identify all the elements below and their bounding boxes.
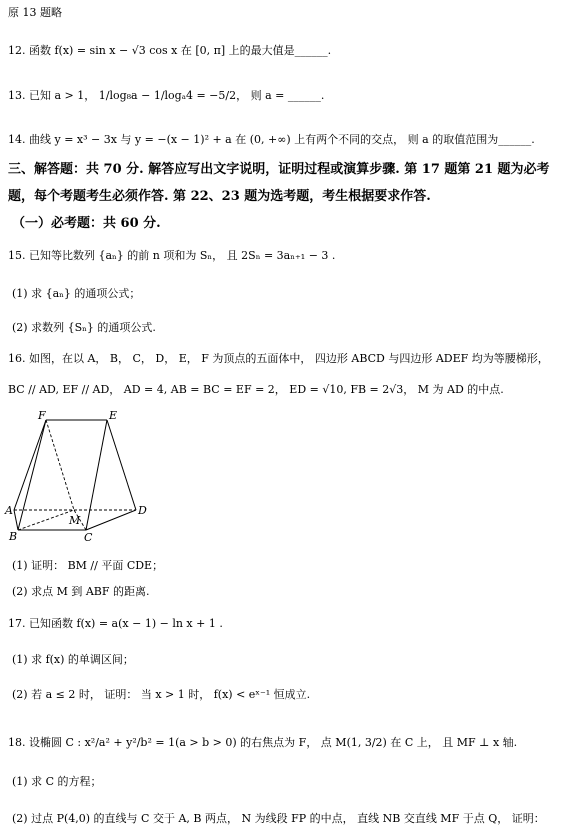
question-15: 15. 已知等比数列 {aₙ} 的前 n 项和为 Sₙ， 且 2Sₙ = 3aₙ₊₁ − 3 .	[8, 249, 336, 262]
edge-ED	[107, 420, 136, 510]
subsection-heading: （一）必考题：共 60 分.	[12, 216, 161, 231]
vertex-label-F: F	[38, 409, 46, 422]
question-16-line1: 16. 如图，在以 A， B， C， D， E， F 为顶点的五面体中， 四边形 ABCD 与四边形 ADEF 均为等腰梯形，	[8, 352, 549, 365]
text-line-header: 原 13 题略	[8, 6, 62, 19]
question-17-part2: (2) 若 a ≤ 2 时， 证明： 当 x > 1 时， f(x) < eˣ⁻¹ 恒成立.	[12, 688, 311, 701]
question-17: 17. 已知函数 f(x) = a(x − 1) − ln x + 1 .	[8, 617, 223, 630]
edge-AB	[14, 510, 18, 530]
vertex-label-M: M	[69, 514, 81, 527]
vertex-label-D: D	[138, 504, 147, 517]
pentahedron-figure	[4, 408, 164, 542]
question-12: 12. 函数 f(x) = sin x − √3 cos x 在 [0, π] 上的最大值是______.	[8, 44, 332, 57]
edge-EC	[86, 420, 107, 530]
edge-BM-hidden	[18, 510, 74, 530]
question-15-part1: (1) 求 {aₙ} 的通项公式；	[12, 287, 141, 300]
question-18: 18. 设椭圆 C : x²/a² + y²/b² = 1(a > b > 0) 的右焦点为 F， 点 M(1, 3/2) 在 C 上， 且 MF ⊥ x 轴.	[8, 736, 518, 749]
question-14: 14. 曲线 y = x³ − 3x 与 y = −(x − 1)² + a 在 (0, +∞) 上有两个不同的交点， 则 a 的取值范围为______.	[8, 133, 535, 146]
question-15-part2: (2) 求数列 {Sₙ} 的通项公式.	[12, 321, 156, 334]
question-16-part1: (1) 证明： BM // 平面 CDE；	[12, 559, 164, 572]
question-16-line2: BC // AD, EF // AD， AD = 4, AB = BC = EF = 2， ED = √10, FB = 2√3， M 为 AD 的中点.	[8, 383, 504, 396]
edge-CD	[86, 510, 136, 530]
vertex-label-E: E	[109, 409, 118, 422]
edge-FA	[14, 420, 46, 510]
vertex-label-A: A	[5, 504, 13, 517]
question-17-part1: (1) 求 f(x) 的单调区间；	[12, 653, 134, 666]
question-16-part2: (2) 求点 M 到 ABF 的距离.	[12, 585, 150, 598]
edge-FB	[18, 420, 46, 530]
section-heading-line1: 三、解答题：共 70 分. 解答应写出文字说明，证明过程或演算步骤. 第 17 题第 21 题为必考	[8, 162, 550, 177]
vertex-label-B: B	[9, 530, 18, 542]
section-heading-line2: 题，每个考题考生必须作答. 第 22、23 题为选考题，考生根据要求作答.	[8, 189, 431, 204]
vertex-label-C: C	[84, 531, 93, 542]
edge-FM-hidden	[46, 420, 74, 510]
question-18-part1: (1) 求 C 的方程；	[12, 775, 102, 788]
question-13: 13. 已知 a > 1， 1/log₈a − 1/logₐ4 = −5/2， 则 a = ______.	[8, 89, 325, 102]
question-18-part2: (2) 过点 P(4,0) 的直线与 C 交于 A, B 两点， N 为线段 FP 的中点， 直线 NB 交直线 MF 于点 Q， 证明：	[12, 812, 545, 825]
